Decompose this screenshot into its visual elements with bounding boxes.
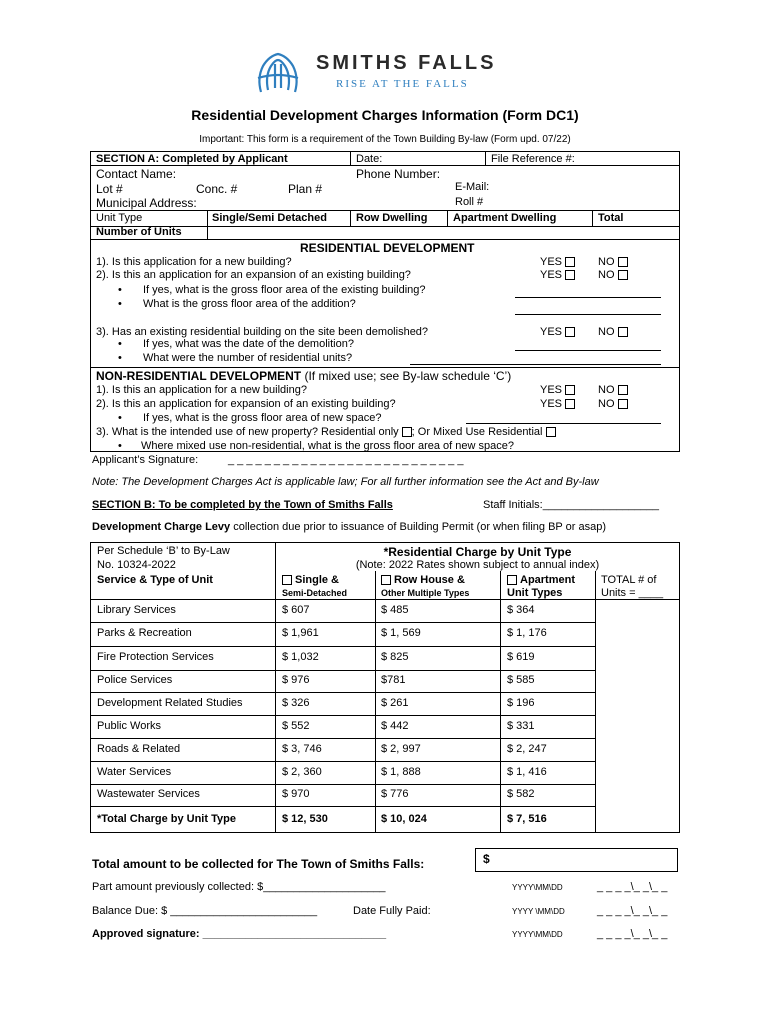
nonres-q1-yes-checkbox[interactable] — [565, 385, 575, 395]
res-q2-no-label: NO — [598, 269, 615, 281]
fee-row-rowhouse: $ 442 — [381, 720, 409, 732]
res-q3a: If yes, what was the date of the demolition? — [143, 338, 354, 350]
fee-row-apartment: $ 7, 516 — [507, 813, 547, 825]
fee-row-service: Roads & Related — [97, 743, 181, 755]
file-reference-label: File Reference #: — [491, 153, 575, 165]
fee-row-service: Wastewater Services — [97, 788, 200, 800]
res-q1-no[interactable] — [598, 256, 628, 268]
res-q3b-field[interactable] — [410, 364, 661, 365]
row-checkbox[interactable] — [381, 575, 391, 585]
fee-row-rowhouse: $ 261 — [381, 697, 409, 709]
col-single — [282, 574, 339, 586]
nonres-q3c: Where mixed use non-residential, what is the gross floor area of new space? — [141, 440, 514, 452]
res-q2a-bullet: • — [118, 284, 122, 296]
approved-signature-label: Approved signature: ______________________________ — [92, 928, 387, 940]
levy-rest: collection due prior to issuance of Building Permit (or when filing BP or asap) — [230, 521, 606, 533]
page-title: Residential Development Charges Information (Form DC1) — [191, 107, 579, 123]
levy-bold: Development Charge Levy — [92, 521, 231, 533]
important-note: Important: This form is a requirement of the Town Building By-law (Form upd. 07/22) — [199, 134, 571, 145]
res-q2b: What is the gross floor area of the addition? — [143, 298, 356, 310]
nonres-q2-yes[interactable] — [540, 398, 575, 410]
residential-heading: RESIDENTIAL DEVELOPMENT — [300, 241, 475, 255]
fee-row-rowhouse: $ 485 — [381, 604, 409, 616]
res-q3: 3). Has an existing residential building on the site been demolished? — [96, 326, 429, 338]
col-single-label: Single & — [295, 574, 340, 586]
nonres-q2a-field[interactable] — [466, 423, 661, 424]
res-q2: 2). Is this an application for an expansion of an existing building? — [96, 269, 411, 281]
conc-label: Conc. # — [196, 182, 238, 196]
res-q2a-field[interactable] — [515, 297, 661, 298]
res-q1: 1). Is this application for a new building? — [96, 256, 292, 268]
nonres-q2a-bullet: • — [118, 412, 122, 424]
balance-due[interactable]: Balance Due: $ ________________________ — [92, 905, 318, 917]
logo-emblem-icon — [253, 48, 303, 94]
fee-row-rowhouse: $ 825 — [381, 651, 409, 663]
fee-row-single: $ 552 — [282, 720, 310, 732]
nonres-q1-yes-label: YES — [540, 384, 563, 396]
res-q1-yes[interactable] — [540, 256, 575, 268]
fee-row-single: $ 2, 360 — [282, 766, 322, 778]
fee-row-service: *Total Charge by Unit Type — [97, 813, 236, 825]
fee-row-service: Library Services — [97, 604, 176, 616]
nonres-q2-no-checkbox[interactable] — [618, 399, 628, 409]
col-total-sub[interactable]: Units = ____ — [601, 587, 664, 599]
total-label: Total — [598, 212, 624, 224]
res-q2-no[interactable] — [598, 269, 628, 281]
res-q1-yes-checkbox[interactable] — [565, 257, 575, 267]
schedule-line-1: Per Schedule ‘B’ to By-Law — [97, 545, 230, 557]
nonres-heading-rest: (If mixed use; see By-law schedule ‘C’) — [301, 369, 512, 383]
res-q1-no-label: NO — [598, 256, 615, 268]
apartment-checkbox[interactable] — [507, 575, 517, 585]
res-q2-yes[interactable] — [540, 269, 575, 281]
levy-line — [92, 521, 606, 533]
res-q2-no-checkbox[interactable] — [618, 270, 628, 280]
res-q3b: What were the number of residential units? — [143, 352, 353, 364]
nonres-q1-yes[interactable] — [540, 384, 575, 396]
fee-row-rowhouse: $ 10, 024 — [381, 813, 427, 825]
staff-initials[interactable]: Staff Initials:___________________ — [483, 499, 659, 511]
email-label: E-Mail: — [455, 181, 490, 193]
col-single-sub: Semi-Detached — [282, 588, 348, 598]
fee-row-single: $ 12, 530 — [282, 813, 328, 825]
res-q3a-bullet: • — [118, 338, 122, 350]
col-apt — [507, 574, 575, 586]
nonres-q3-text: 3). What is the intended use of new property? Residential only — [96, 426, 399, 438]
col-row-label: Row House & — [394, 574, 465, 586]
approved-signature[interactable] — [92, 928, 386, 940]
fee-row-rowhouse: $ 1, 888 — [381, 766, 421, 778]
col-total: TOTAL # of — [601, 574, 657, 586]
single-checkbox[interactable] — [282, 575, 292, 585]
date-blank-3[interactable]: _ _ _ _\_ _\_ _ — [597, 928, 668, 940]
brand-name: SMITHS FALLS — [316, 52, 497, 74]
res-q3-no[interactable] — [598, 326, 628, 338]
fee-row-single: $ 976 — [282, 674, 310, 686]
nonres-q3-mixed: ; Or Mixed Use Residential — [411, 426, 543, 438]
res-q3-yes-label: YES — [540, 326, 563, 338]
res-q3-no-checkbox[interactable] — [618, 327, 628, 337]
date-format-3: YYYY\MM\DD — [512, 930, 563, 939]
res-q2-yes-label: YES — [540, 269, 563, 281]
nonres-q2-yes-label: YES — [540, 398, 563, 410]
unit-type-label: Unit Type — [96, 212, 143, 224]
total-amount-field[interactable] — [475, 848, 678, 872]
fee-row-service: Public Works — [97, 720, 161, 732]
section-a-heading: SECTION A: Completed by Applicant — [96, 153, 288, 165]
fee-row-apartment: $ 582 — [507, 788, 535, 800]
fee-row-apartment: $ 1, 416 — [507, 766, 547, 778]
fee-row-apartment: $ 2, 247 — [507, 743, 547, 755]
total-amount-label: Total amount to be collected for The Town of Smiths Falls: — [92, 857, 425, 871]
res-q3-yes-checkbox[interactable] — [565, 327, 575, 337]
fee-row-service: Water Services — [97, 766, 172, 778]
res-q2a: If yes, what is the gross floor area of the existing building? — [143, 284, 426, 296]
nonres-q3 — [96, 426, 556, 438]
municipal-address-label: Municipal Address: — [96, 196, 197, 210]
res-q2b-bullet: • — [118, 298, 122, 310]
brand-tagline: RISE AT THE FALLS — [336, 78, 469, 90]
fee-row-rowhouse: $ 2, 997 — [381, 743, 421, 755]
fee-row-service: Fire Protection Services — [97, 651, 214, 663]
part-amount[interactable]: Part amount previously collected: $____________________ — [92, 881, 386, 893]
fee-row-apartment: $ 331 — [507, 720, 535, 732]
res-q2b-field[interactable] — [515, 314, 661, 315]
fee-row-single: $ 607 — [282, 604, 310, 616]
date-blank-1[interactable]: _ _ _ _\_ _\_ _ — [597, 881, 668, 893]
res-q3a-field[interactable] — [515, 350, 661, 351]
nonres-q1-no[interactable] — [598, 384, 628, 396]
nonres-q2-no-label: NO — [598, 398, 615, 410]
fee-row-single: $ 1,032 — [282, 651, 319, 663]
fee-row-apartment: $ 619 — [507, 651, 535, 663]
col-row — [381, 574, 465, 586]
res-q3-no-label: NO — [598, 326, 615, 338]
fee-row-apartment: $ 364 — [507, 604, 535, 616]
nonres-q1-no-checkbox[interactable] — [618, 385, 628, 395]
fee-row-single: $ 326 — [282, 697, 310, 709]
fee-row-single: $ 1,961 — [282, 627, 319, 639]
res-q2-yes-checkbox[interactable] — [565, 270, 575, 280]
schedule-line-2: No. 10324-2022 — [97, 559, 176, 571]
fee-row-apartment: $ 196 — [507, 697, 535, 709]
nonres-q2-yes-checkbox[interactable] — [565, 399, 575, 409]
fee-row-apartment: $ 585 — [507, 674, 535, 686]
fee-row-rowhouse: $781 — [381, 674, 406, 686]
number-of-units-label: Number of Units — [96, 226, 182, 238]
applicant-signature-label: Applicant’s Signature: — [92, 454, 199, 466]
single-semi-label: Single/Semi Detached — [212, 212, 327, 224]
section-b-heading: SECTION B: To be completed by the Town of Smiths Falls — [92, 499, 393, 511]
charge-title: *Residential Charge by Unit Type — [383, 545, 572, 559]
nonres-q3c-bullet: • — [118, 440, 122, 452]
nonres-q1-no-label: NO — [598, 384, 615, 396]
nonres-heading — [96, 369, 511, 383]
res-q1-no-checkbox[interactable] — [618, 257, 628, 267]
fee-row-rowhouse: $ 1, 569 — [381, 627, 421, 639]
date-format-1: YYYY\MM\DD — [512, 883, 563, 892]
row-dwelling-label: Row Dwelling — [356, 212, 428, 224]
applicant-signature-line[interactable]: _ _ _ _ _ _ _ _ _ _ _ _ _ _ _ _ _ _ _ _ _ _ _ _ _ _ — [228, 454, 464, 466]
phone-number-label: Phone Number: — [356, 167, 441, 181]
contact-name-label: Contact Name: — [96, 167, 177, 181]
mixed-use-checkbox[interactable] — [546, 427, 556, 437]
act-note: Note: The Development Charges Act is applicable law; For all further information see the Act and By-law — [92, 476, 599, 488]
residential-only-checkbox[interactable] — [402, 427, 412, 437]
col-apt-label: Apartment — [520, 574, 576, 586]
date-fully-paid-label: Date Fully Paid: — [353, 905, 431, 917]
service-header: Service & Type of Unit — [97, 574, 213, 586]
nonres-q2-no[interactable] — [598, 398, 628, 410]
roll-label: Roll # — [455, 196, 484, 208]
lot-label: Lot # — [96, 182, 123, 196]
nonres-q1: 1). Is this an application for a new building? — [96, 384, 307, 396]
col-apt-sub: Unit Types — [507, 587, 563, 599]
date-format-2: YYYY \MM\DD — [512, 907, 565, 916]
fee-row-rowhouse: $ 776 — [381, 788, 409, 800]
total-dollar-sign: $ — [483, 852, 490, 866]
fee-row-service: Police Services — [97, 674, 173, 686]
apartment-dwelling-label: Apartment Dwelling — [453, 212, 557, 224]
res-q3b-bullet: • — [118, 352, 122, 364]
date-label: Date: — [356, 153, 383, 165]
plan-label: Plan # — [288, 182, 323, 196]
logo — [253, 48, 303, 94]
date-blank-2[interactable]: _ _ _ _\_ _\_ _ — [597, 905, 668, 917]
nonres-heading-bold: NON-RESIDENTIAL DEVELOPMENT — [96, 369, 302, 383]
fee-row-single: $ 970 — [282, 788, 310, 800]
nonres-q2a: If yes, what is the gross floor area of new space? — [143, 412, 382, 424]
res-q3-yes[interactable] — [540, 326, 575, 338]
fee-row-service: Development Related Studies — [97, 697, 243, 709]
fee-row-service: Parks & Recreation — [97, 627, 192, 639]
col-row-sub: Other Multiple Types — [381, 588, 470, 598]
charge-note: (Note: 2022 Rates shown subject to annual index) — [355, 559, 600, 571]
nonres-q2: 2). Is this an application for expansion of an existing building? — [96, 398, 396, 410]
fee-row-single: $ 3, 746 — [282, 743, 322, 755]
res-q1-yes-label: YES — [540, 256, 563, 268]
fee-row-apartment: $ 1, 176 — [507, 627, 547, 639]
